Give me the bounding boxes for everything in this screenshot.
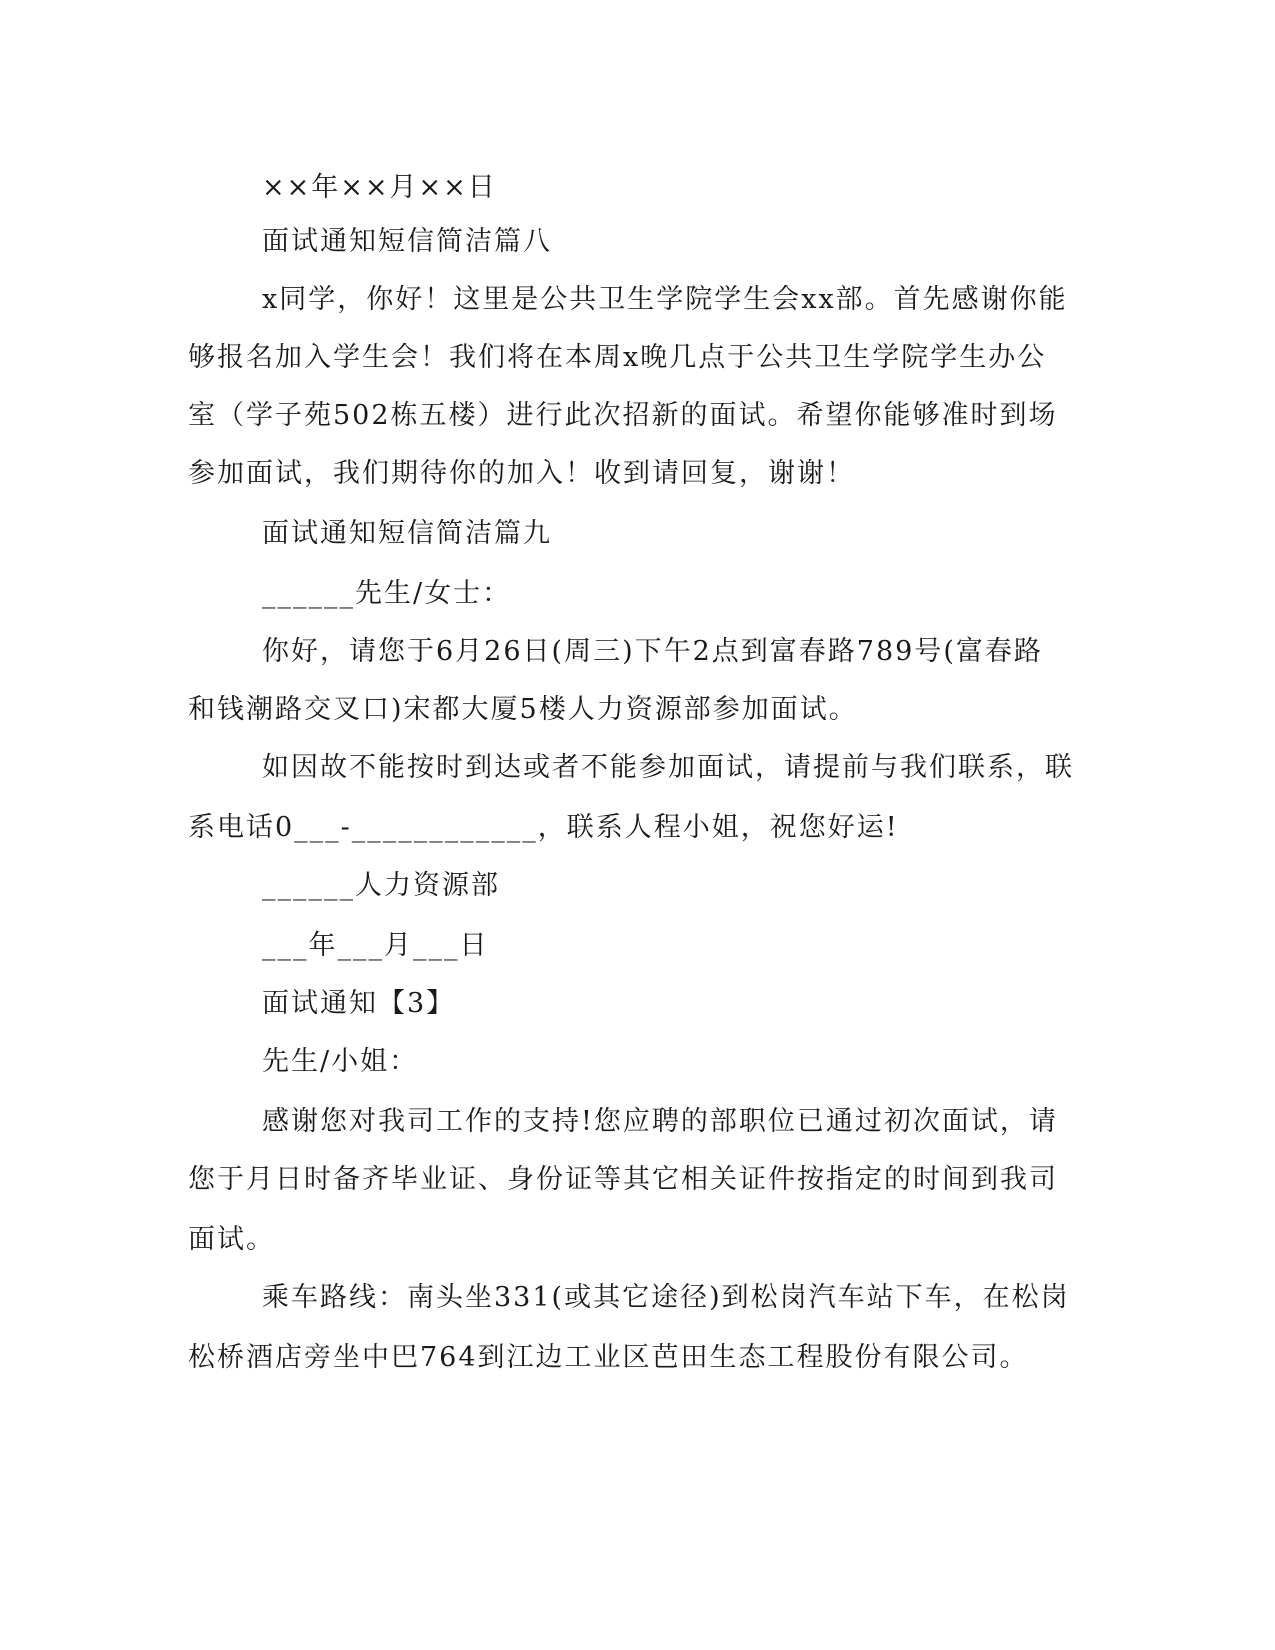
paragraph-line: 你好，请您于6月26日(周三)下午2点到富春路789号(富春路: [262, 636, 1043, 667]
section-heading-9: 面试通知短信简洁篇九: [262, 518, 552, 549]
section-heading-3: 面试通知【3】: [262, 988, 456, 1019]
paragraph-line: x同学，你好！这里是公共卫生学院学生会xx部。首先感谢你能: [262, 284, 1068, 315]
paragraph-line: 您于月日时备齐毕业证、身份证等其它相关证件按指定的时间到我司: [188, 1164, 1058, 1195]
paragraph-line: 参加面试，我们期待你的加入！收到请回复，谢谢！: [188, 458, 855, 489]
signature-department: ______人力资源部: [262, 870, 500, 901]
paragraph-line: 系电话0___-____________，联系人程小姐，祝您好运!: [188, 812, 899, 843]
date-line: ××年××月××日: [262, 172, 497, 203]
paragraph-line: 够报名加入学生会！我们将在本周x晚几点于公共卫生学院学生办公: [188, 342, 1047, 373]
paragraph-line: 乘车路线：南头坐331(或其它途径)到松岗汽车站下车，在松岗: [262, 1282, 1070, 1313]
salutation-line: 先生/小姐：: [262, 1046, 419, 1077]
salutation-line: ______先生/女士：: [262, 578, 512, 609]
paragraph-line: 室（学子苑502栋五楼）进行此次招新的面试。希望你能够准时到场: [188, 400, 1058, 431]
signature-date: ___年___月___日: [262, 930, 489, 961]
paragraph-line: 感谢您对我司工作的支持!您应聘的部职位已通过初次面试，请: [262, 1106, 1058, 1137]
paragraph-line: 面试。: [188, 1224, 275, 1255]
section-heading-8: 面试通知短信简洁篇八: [262, 226, 552, 257]
paragraph-line: 如因故不能按时到达或者不能参加面试，请提前与我们联系，联: [262, 752, 1074, 783]
paragraph-line: 松桥酒店旁坐中巴764到江边工业区芭田生态工程股份有限公司。: [188, 1342, 1029, 1373]
paragraph-line: 和钱潮路交叉口)宋都大厦5楼人力资源部参加面试。: [188, 694, 858, 725]
